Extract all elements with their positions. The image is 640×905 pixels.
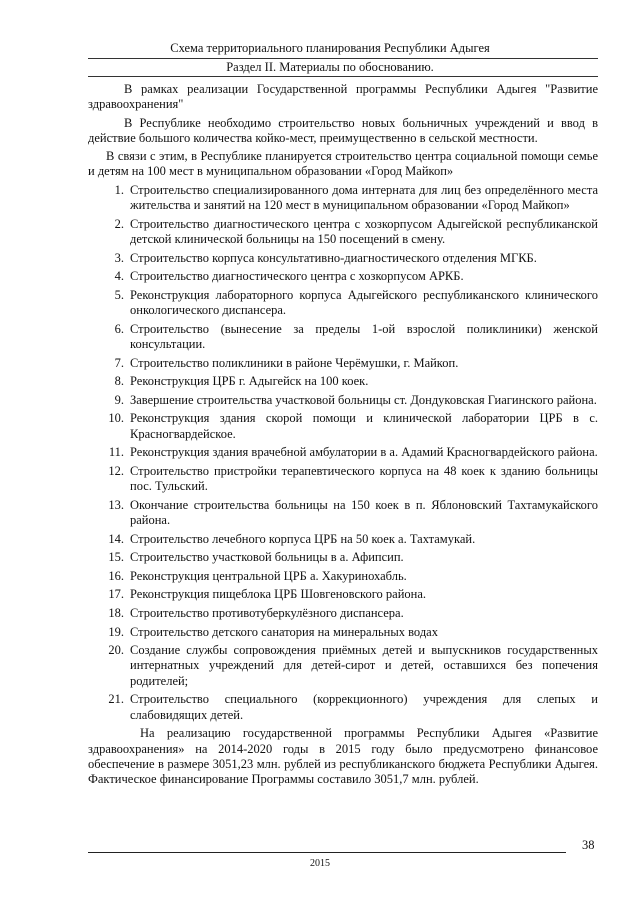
list-item-text: Строительство противотуберкулёзного диспансера. xyxy=(130,605,404,620)
list-item-number: 2. xyxy=(114,216,124,231)
list-item xyxy=(88,625,598,640)
list-item-text: Строительство диагностического центра с хозкорпусом АРКБ. xyxy=(130,269,464,284)
list-item xyxy=(88,532,598,547)
list-item-text: Реконструкция пищеблока ЦРБ Шовгеновского района. xyxy=(130,587,427,602)
list-item xyxy=(88,464,598,495)
list-item-text: Строительство специализированного дома интерната для лиц без определённого места жительства и занятий на 120 мест в муниципальном образовании «Город Майкоп» xyxy=(130,182,598,213)
list-item-number: 19. xyxy=(108,624,124,639)
list-item-number: 11. xyxy=(108,445,124,460)
list-item-text: Строительство (вынесение за пределы 1-ой взрослой поликлиники) женской консультации. xyxy=(130,321,598,351)
list-item xyxy=(88,217,598,248)
list-item-number: 18. xyxy=(108,605,124,620)
page-number: 38 xyxy=(582,838,595,852)
list-item-text: Завершение строительства участковой больницы ст. Дондуковская Гиагинского района. xyxy=(130,392,597,407)
document-title: Схема территориального планирования Республики Адыгея xyxy=(170,41,490,55)
list-item-text: Окончание строительства больницы на 150 коек в п. Яблоновский Тахтамукайского района. xyxy=(130,497,598,527)
footer-year: 2015 xyxy=(310,858,330,869)
list-item-text: Строительство специального (коррекционного) учреждения для слепых и слабовидящих детей. xyxy=(130,692,598,722)
list-item xyxy=(88,183,598,214)
list-item-text: Реконструкция лабораторного корпуса Адыгейского республиканского клинического онкологического диспансера. xyxy=(130,287,598,318)
funding-paragraph: На реализацию государственной программы Республики Адыгея «Развитие здравоохранения» на 2014-2020 годы в 2015 году было предусмотрено финансовое обеспечение в размере 3051,23 млн. рублей из республиканского бюджета Республики Адыгея. Фактическое финансирование Программы составило 3051,7 млн. рублей. xyxy=(88,726,598,787)
list-item xyxy=(88,569,598,584)
list-item-text: Строительство лечебного корпуса ЦРБ на 50 коек а. Тахтамукай. xyxy=(130,531,476,546)
list-item xyxy=(88,288,598,319)
list-item-number: 8. xyxy=(114,374,124,389)
list-item-number: 9. xyxy=(114,392,124,407)
list-item xyxy=(88,411,598,442)
need-paragraph: В Республике необходимо строительство новых больничных учреждений и ввод в действие большого количества койко-мест, преимущественно в сельской местности. xyxy=(88,115,598,145)
list-item-text: Строительство поликлиники в районе Черёмушки, г. Майкоп. xyxy=(130,355,459,370)
footer-divider xyxy=(88,852,566,853)
list-item-number: 3. xyxy=(114,250,124,265)
intro-paragraph: В рамках реализации Государственной программы Республики Адыгея "Развитие здравоохранения" xyxy=(88,82,598,112)
list-item xyxy=(88,374,598,389)
list-item-text: Реконструкция ЦРБ г. Адыгейск на 100 коек. xyxy=(130,374,369,389)
list-item xyxy=(88,356,598,371)
list-item-number: 16. xyxy=(108,568,124,583)
list-item xyxy=(88,643,598,689)
construction-list xyxy=(88,183,598,723)
list-item-number: 14. xyxy=(108,531,124,546)
list-item-text: Строительство корпуса консультативно-диагностического отделения МГКБ. xyxy=(130,250,537,265)
list-item-text: Строительство детского санатория на минеральных водах xyxy=(130,624,438,639)
list-item xyxy=(88,269,598,284)
list-item xyxy=(88,251,598,266)
list-item-number: 12. xyxy=(108,463,124,478)
list-item-number: 1. xyxy=(114,182,124,197)
list-item-text: Строительство пристройки терапевтического корпуса на 48 коек к зданию больницы пос. Тульский. xyxy=(130,463,598,494)
list-item-number: 5. xyxy=(114,287,124,302)
list-item-number: 13. xyxy=(108,497,124,512)
list-item xyxy=(88,393,598,408)
list-item xyxy=(88,322,598,353)
list-item xyxy=(88,606,598,621)
list-item-number: 17. xyxy=(108,587,124,602)
plan-paragraph: В связи с этим, в Республике планируется строительство центра социальной помощи семье и детям на 100 мест в муниципальном образовании «Город Майкоп» xyxy=(88,149,598,179)
list-item-number: 21. xyxy=(108,692,124,707)
list-item-text: Реконструкция центральной ЦРБ а. Хакуринохабль. xyxy=(130,568,407,583)
header-divider-top xyxy=(88,58,598,59)
list-item-number: 10. xyxy=(108,411,124,426)
list-item-text: Реконструкция здания скорой помощи и клинической лаборатории ЦРБ в с. Красногвардейское. xyxy=(130,411,598,441)
header-divider-bottom xyxy=(88,76,598,77)
list-item xyxy=(88,498,598,529)
list-item-number: 15. xyxy=(108,550,124,565)
list-item xyxy=(88,587,598,602)
list-item xyxy=(88,550,598,565)
list-item-text: Строительство диагностического центра с хозкорпусом Адыгейской республиканской детской клинической больницы на 150 посещений в смену. xyxy=(130,216,598,246)
list-item-text: Создание службы сопровождения приёмных детей и выпускников государственных интернатных учреждений для детей-сирот и детей, оставшихся без попечения родителей; xyxy=(130,643,598,688)
list-item-number: 7. xyxy=(114,355,124,370)
document-body xyxy=(88,82,598,787)
list-item-text: Реконструкция здания врачебной амбулатории в а. Адамий Красногвардейского района. xyxy=(130,445,598,460)
list-item xyxy=(88,445,598,460)
list-item-text: Строительство участковой больницы в а. Афипсип. xyxy=(130,550,404,565)
list-item-number: 20. xyxy=(108,643,124,658)
list-item-number: 4. xyxy=(114,269,124,284)
list-item xyxy=(88,692,598,723)
section-title: Раздел II. Материалы по обоснованию. xyxy=(226,60,434,74)
list-item-number: 6. xyxy=(114,321,124,336)
